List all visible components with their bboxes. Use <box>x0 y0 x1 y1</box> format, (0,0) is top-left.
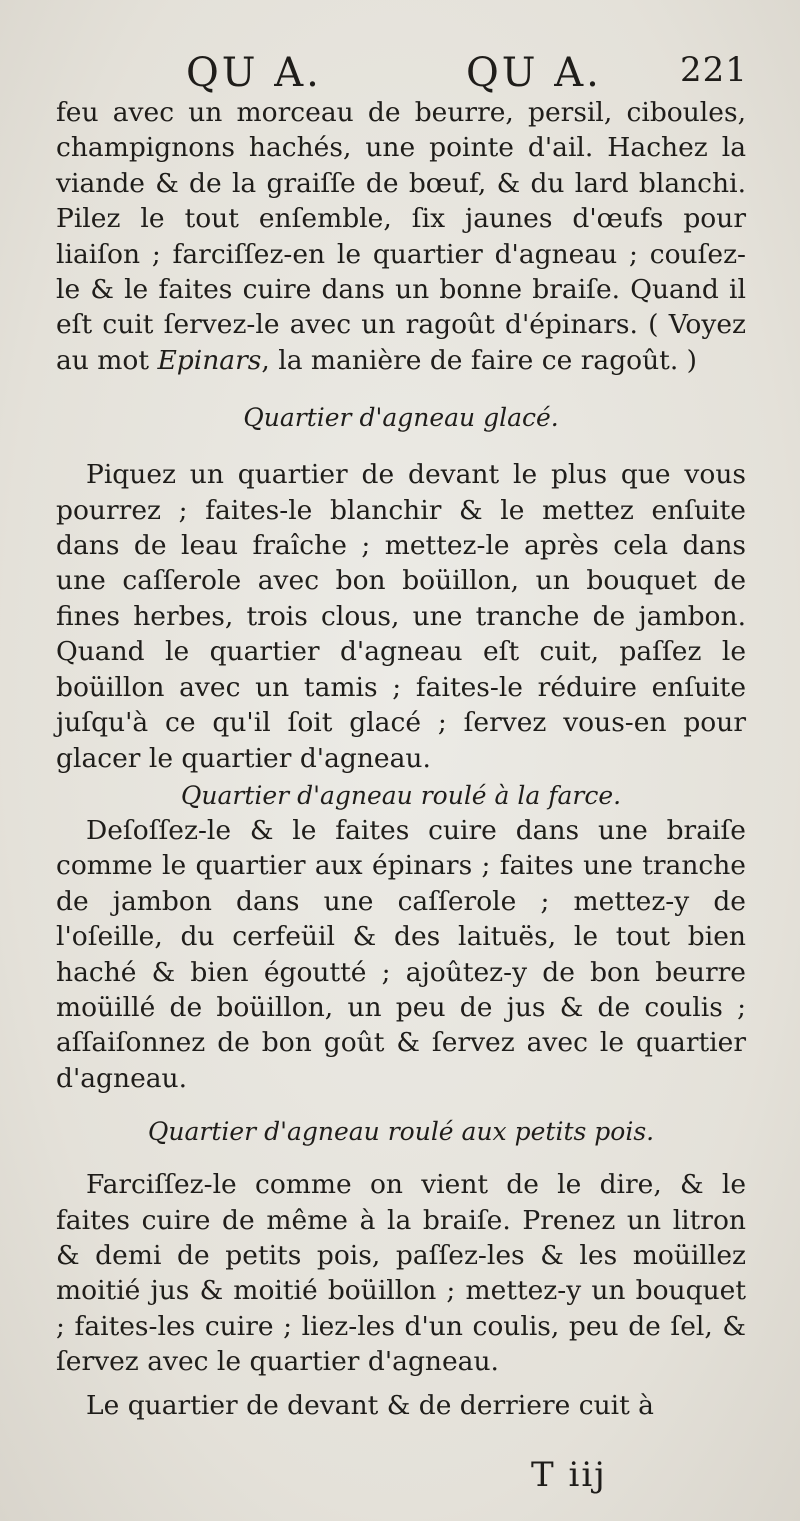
signature-mark: T iij <box>531 1455 607 1495</box>
running-head <box>0 50 800 100</box>
recipe-heading-glace: Quartier d'agneau glacé. <box>243 403 559 433</box>
recipe-heading-farce: Quartier d'agneau roulé à la farce. <box>180 780 622 810</box>
recipe-paragraph-petits-pois: Farciſſez-le comme on vient de le dire, & le faites cuire de même à la braiſe. Prenez un litron & demi de petits pois, paſſez-les & les moüillez moitié jus & moitié boüillon ; mettez-y un bouquet ; faites-les cuire ; liez-les d'un coulis, peu de ſel, & ſervez avec le quartier d'agneau. <box>56 1169 746 1378</box>
continuation-text: feu avec un morceau de beurre, persil, ciboules, champignons hachés, une pointe d'ail. Hachez la viande & de la graiſſe de bœuf, & du lard blanchi. Pilez le tout enſemble, ſix jaunes d'œufs pour liaiſon ; farciſſez-en le quartier d'agneau ; couſez-le & le faites cuire dans un bonne braiſe. Quand il eſt cuit ſervez-le avec un ragoût d'épinars. ( Voyez au mot <box>56 97 746 376</box>
recipe-paragraph-farce: Deſoſſez-le & le faites cuire dans une braiſe comme le quartier aux épinars ; faites une tranche de jambon dans une caſſerole ; mettez-y de l'oſeille, du cerfeüil & des laituës, le tout bien haché & bien égoutté ; ajoûtez-y de bon beurre moüillé de boüillon, un peu de jus & de coulis ; aſſaiſonnez de bon goût & ſervez avec le quartier d'agneau. <box>56 814 746 1094</box>
running-head-right: QU A. <box>466 50 602 96</box>
running-head-left: QU A. <box>186 50 322 96</box>
continuation-italic-word: Epinars <box>157 344 262 376</box>
continuation-end: , la manière de faire ce ragoût. ) <box>261 344 698 376</box>
continuation-paragraph <box>56 95 746 378</box>
recipe-paragraph-glace: Piquez un quartier de devant le plus que vous pourrez ; faites-le blanchir & le mettez enſuite dans de leau fraîche ; mettez-le après cela dans une caſſerole avec bon boüillon, un bouquet de fines herbes, trois clous, une tranche de jambon. Quand le quartier d'agneau eſt cuit, paſſez le boüillon avec un tamis ; faites-le réduire enſuite juſqu'à ce qu'il ſoit glacé ; ſervez vous-en pour glacer le quartier d'agneau. <box>56 459 746 774</box>
recipe-heading-petits-pois: Quartier d'agneau roulé aux petits pois. <box>147 1117 655 1147</box>
body-text <box>56 95 746 1423</box>
page-number: 221 <box>680 50 748 90</box>
recipe-paragraph-continued: Le quartier de devant & de derriere cuit à <box>86 1389 654 1421</box>
